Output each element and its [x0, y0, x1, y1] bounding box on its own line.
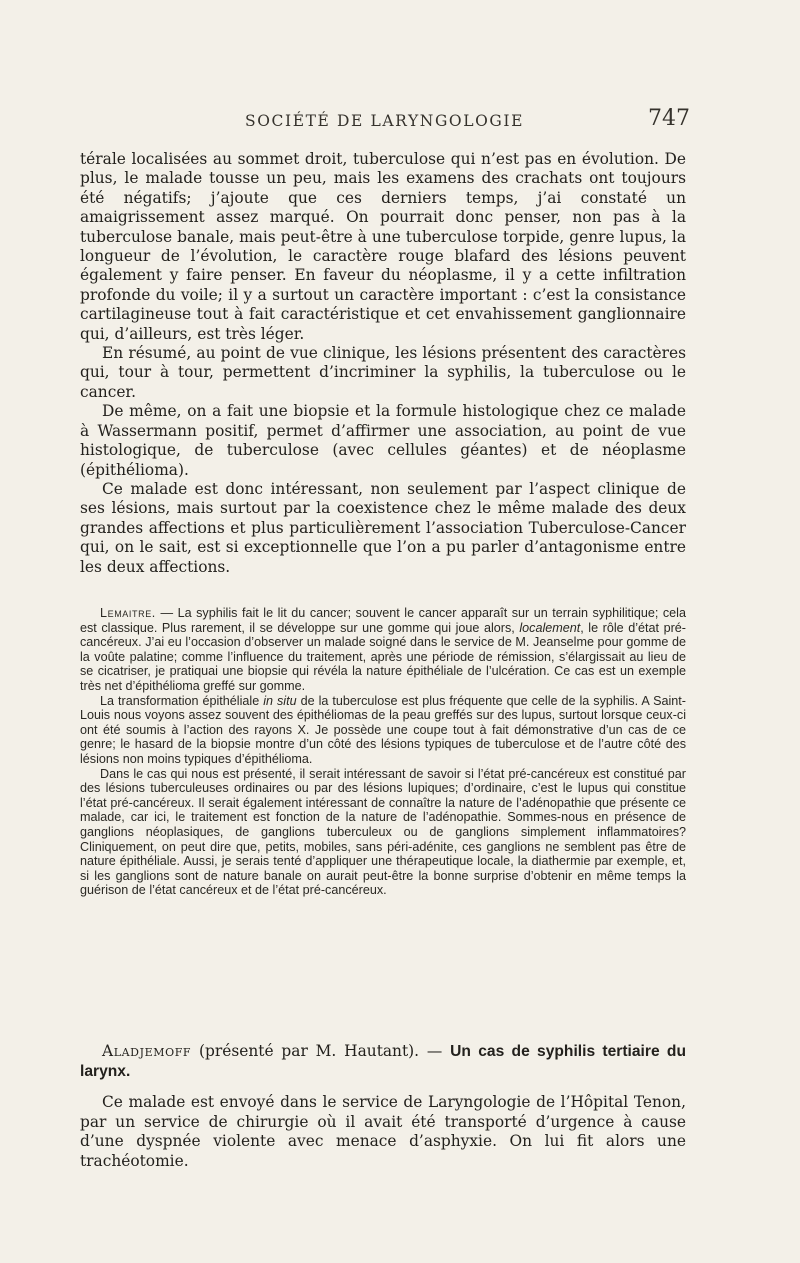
discussion-text: , le rôle d’état pré-cancéreux. J’ai eu l’occasion d’observer un malade soigné dans le service de M. Jeanselme pour gomme de la voûte palatine; comme l’influence du traitement, après une période de rémission, s’élargissait au lieu de se cicatriser, je pratiquai une biopsie qui révéla la nature épithéliale de l’ulcération. Ce cas est un exemple très net d’épithélioma greffé sur gomme.	[80, 620, 686, 693]
case-paragraph: Ce malade est envoyé dans le service de Laryngologie de l’Hôpital Tenon, par un service de chirurgie où il avait été transporté d’urgence à cause d’une dyspnée violente avec menace d’asphyxie. On lui fit alors une trachéotomie.	[80, 1093, 686, 1170]
discussion-text: de la tuberculose est plus fréquente que celle de la syphilis. A Saint-Louis nous voyons assez souvent des épithéliomas de la peau greffés sur des lupus, surtout lorsque ceux-ci ont été soumis à l’action des rayons X. Je possède une coupe tout à fait démonstrative d’un cas de ce genre; le hasard de la biopsie montre d’un côté des lésions typiques de tuberculose et de l’autre côté des lésions non moins typiques d’épithélioma.	[80, 693, 686, 766]
main-paragraph: De même, on a fait une biopsie et la formule histologique chez ce malade à Wassermann positif, permet d’affirmer une association, au point de vue histologique, de tuberculose (avec cellules géantes) et de néoplasme (épithélioma).	[80, 402, 686, 479]
main-paragraph: Ce malade est donc intéressant, non seulement par l’aspect clinique de ses lésions, mais surtout par la coexistence chez le même malade des deux grandes affections et plus particulièrement l’association Tuberculose-Cancer qui, on le sait, est si exceptionnelle que l’on a pu parler d’antagonisme entre les deux affections.	[80, 479, 686, 576]
presented-by: (présenté par M. Hautant). —	[191, 1042, 451, 1060]
discussion-text: — La syphilis fait le lit du cancer; souvent le cancer apparaît sur un terrain syphilitique; cela est classique. Plus rarement, il se développe sur une gomme qui joue alors,	[80, 606, 686, 635]
speaker-name: Lemaitre.	[100, 606, 156, 620]
discussion-paragraph: Dans le cas qui nous est présenté, il serait intéressant de savoir si l’état pré-cancéreux est constitué par des lésions tuberculeuses ordinaires ou par des lésions lupiques; d’ordinaire, c’est le lupus qui constitue l’état pré-cancéreux. Il serait également intéressant de connaître la nature de l’adénopathie que présente ce malade, car ici, le traitement est fonction de la nature de l’adénopathie. Sommes-nous en présence de ganglions néoplasiques, de ganglions tuberculeux ou de ganglions simplement inflammatoires? Cliniquement, on peut dire que, petits, mobiles, sans péri-adénite, ces ganglions ne semblent pas être de nature épithéliale. Aussi, je serais tenté d’appliquer une thérapeutique locale, la diathermie par exemple, et, si les ganglions sont de nature banale on aurait peut-être la bonne surprise d’obtenir en même temps la guérison de l’état cancéreux et de l’état pré-cancéreux.	[80, 766, 686, 898]
italic-term: in situ	[263, 693, 297, 708]
main-text	[80, 150, 686, 577]
discussion-text: La transformation épithéliale	[100, 693, 264, 708]
page-number: 747	[648, 106, 690, 131]
discussion-paragraph	[80, 694, 686, 767]
page-header	[80, 106, 690, 138]
case-heading	[80, 1042, 686, 1081]
running-title: SOCIÉTÉ DE LARYNGOLOGIE	[245, 112, 525, 130]
main-paragraph: En résumé, au point de vue clinique, les lésions présentent des caractères qui, tour à tour, permettent d’incriminer la syphilis, la tuberculose ou le cancer.	[80, 344, 686, 401]
author-name: Aladjemoff	[102, 1042, 192, 1060]
discussion-section	[80, 606, 686, 898]
case-title: Un cas de syphilis tertiaire du larynx.	[80, 1043, 686, 1080]
main-paragraph: térale localisées au sommet droit, tuberculose qui n’est pas en évolution. De plus, le malade tousse un peu, mais les examens des crachats ont toujours été négatifs; j’ajoute que ces derniers temps, j’ai constaté un amaigrissement assez marqué. On pourrait donc penser, non pas à la tuberculose banale, mais peut-être à une tuberculose torpide, genre lupus, la longueur de l’évolution, le caractère rouge blafard des lésions peuvent également y faire penser. En faveur du néoplasme, il y a cette infiltration profonde du voile; il y a surtout un caractère important : c’est la consistance cartilagineuse tout à fait caractéristique et cet envahissement ganglionnaire qui, d’ailleurs, est très léger.	[80, 150, 686, 343]
discussion-paragraph	[80, 606, 686, 694]
italic-term: localement	[519, 620, 581, 635]
case-report-section	[80, 1042, 686, 1172]
